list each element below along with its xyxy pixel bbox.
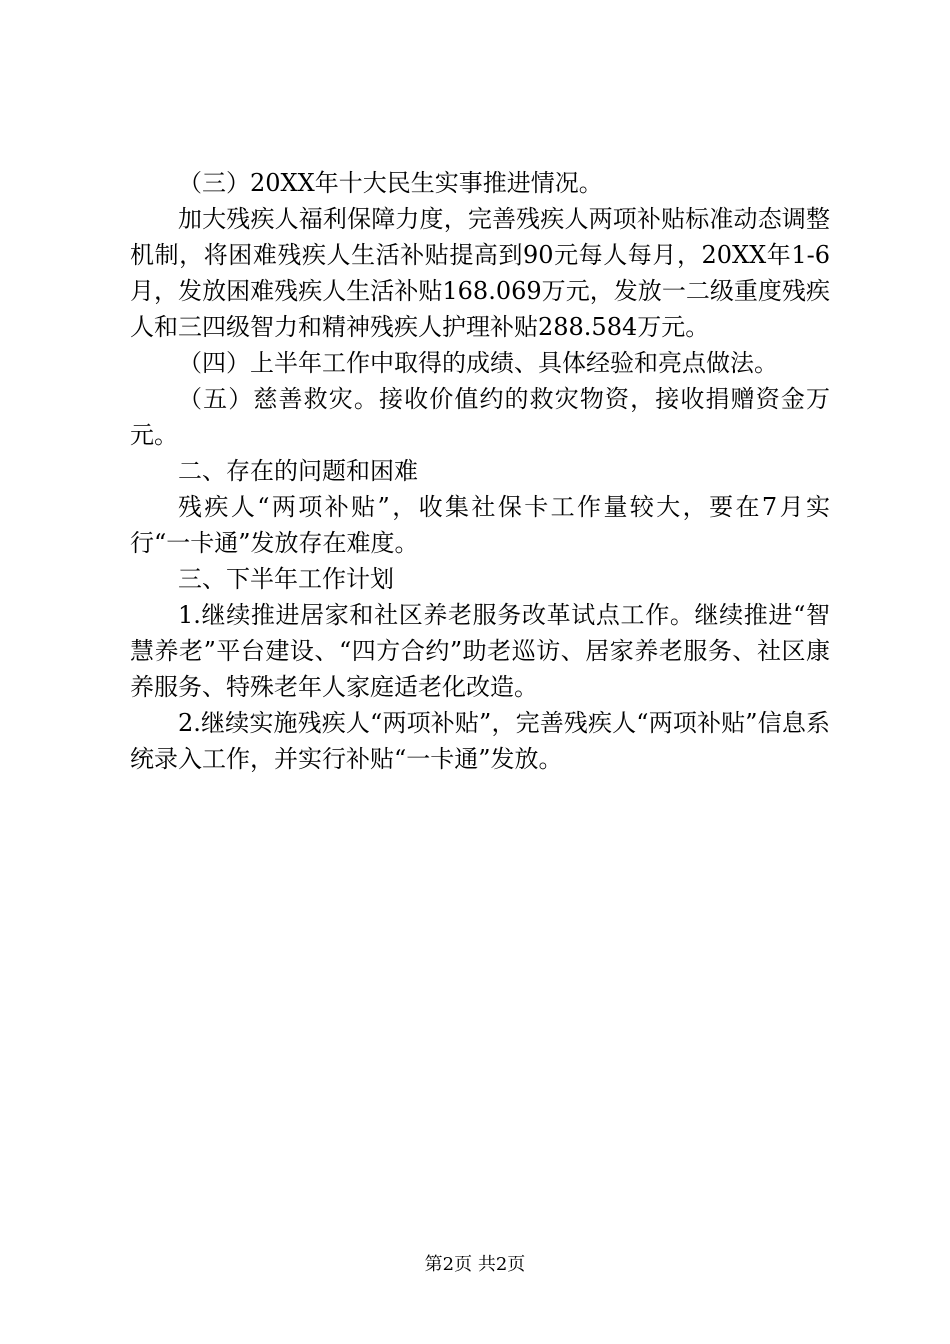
plan-item-1: 1.继续推进居家和社区养老服务改革试点工作。继续推进“智慧养老”平台建设、“四方合约”助老巡访、居家养老服务、社区康养服务、特殊老年人家庭适老化改造。	[130, 601, 830, 701]
document-body	[130, 165, 830, 777]
page-number-footer: 第2页 共2页	[424, 1254, 526, 1275]
section-heading-plan: 三、下半年工作计划	[178, 565, 394, 593]
paragraph-problems: 残疾人“两项补贴”，收集社保卡工作量较大，要在7月实行“一卡通”发放存在难度。	[130, 493, 830, 557]
section-heading-four: （四）上半年工作中取得的成绩、具体经验和亮点做法。	[178, 349, 778, 377]
section-heading-three: （三）20XX年十大民生实事推进情况。	[178, 169, 603, 197]
plan-item-2: 2.继续实施残疾人“两项补贴”，完善残疾人“两项补贴”信息系统录入工作，并实行补贴“一卡通”发放。	[130, 709, 830, 773]
section-heading-five: （五）慈善救灾。接收价值约的救灾物资，接收捐赠资金万元。	[130, 385, 830, 449]
section-heading-problems: 二、存在的问题和困难	[178, 457, 418, 485]
paragraph-disability-subsidy: 加大残疾人福利保障力度，完善残疾人两项补贴标准动态调整机制，将困难残疾人生活补贴提高到90元每人每月，20XX年1-6月，发放困难残疾人生活补贴168.069万元，发放一二级重度残疾人和三四级智力和精神残疾人护理补贴288.584万元。	[130, 205, 830, 341]
